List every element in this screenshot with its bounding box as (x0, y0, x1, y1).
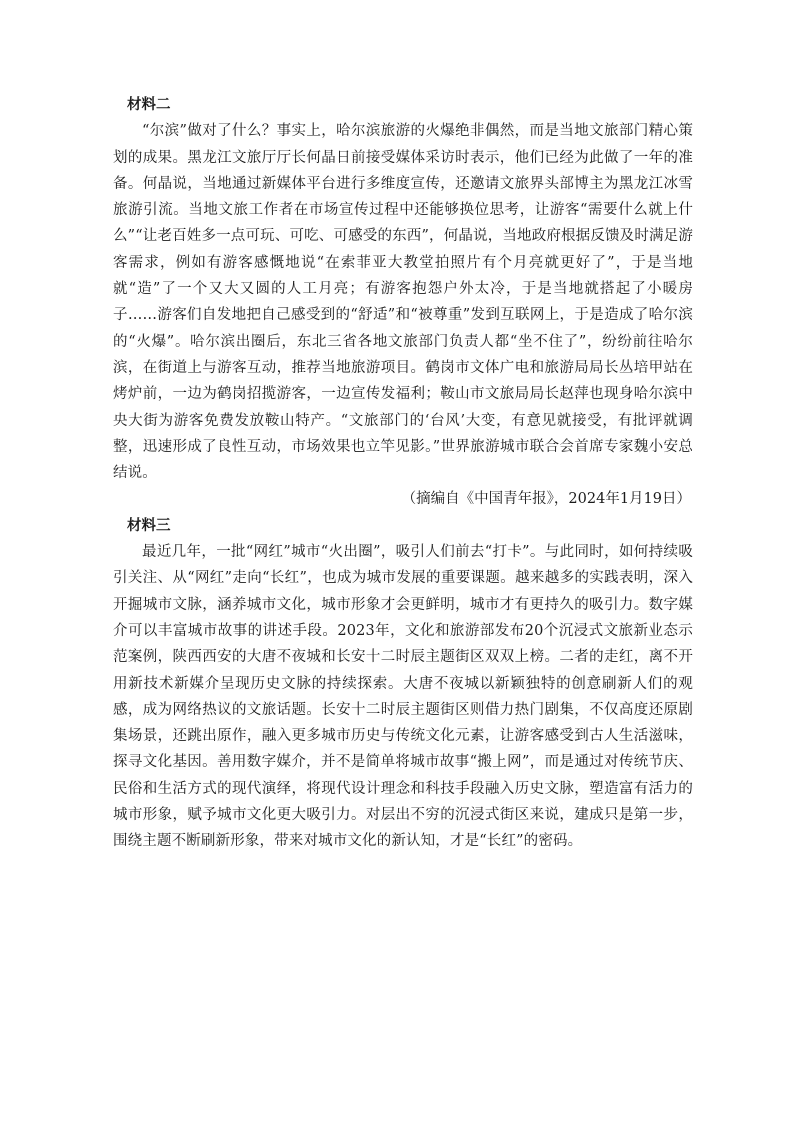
material-2-paragraph: “尔滨”做对了什么？事实上，哈尔滨旅游的火爆绝非偶然，而是当地文旅部门精心策划的成果。黑龙江文旅厅厅长何晶日前接受媒体采访时表示，他们已经为此做了一年的准备。何晶说，当地通过新媒体平台进行多维度宣传，还邀请文旅界头部博主为黑龙江冰雪旅游引流。当地文旅工作者在市场宣传过程中还能够换位思考，让游客“需要什么就上什么”“让老百姓多一点可玩、可吃、可感受的东西”，何晶说，当地政府根据反馈及时满足游客需求，例如有游客感慨地说“在索菲亚大教堂拍照片有个月亮就更好了”，于是当地就“造”了一个又大又圆的人工月亮；有游客抱怨户外太冷，于是当地就搭起了小暖房子……游客们自发地把自己感受到的“舒适”和“被尊重”发到互联网上，于是造成了哈尔滨的“火爆”。哈尔滨出圈后，东北三省各地文旅部门负责人都“坐不住了”，纷纷前往哈尔滨，在街道上与游客互动，推荐当地旅游项目。鹤岗市文体广电和旅游局局长丛培甲站在烤炉前，一边为鹤岗招揽游客，一边宣传发福利；鞍山市文旅局局长赵萍也现身哈尔滨中央大街为游客免费发放鞍山特产。“文旅部门的‘台风’大变，有意见就接受，有批评就调整，迅速形成了良性互动，市场效果也立竿见影。”世界旅游城市联合会首席专家魏小安总结说。 (113, 123, 693, 482)
material-3-heading: 材料三 (127, 517, 171, 534)
material-2-source-citation: （摘编自《中国青年报》，2024年1月19日） (401, 491, 691, 508)
document-body (113, 92, 693, 855)
material-2-heading: 材料二 (127, 97, 171, 113)
material-3-paragraph: 最近几年，一批“网红”城市“火出圈”，吸引人们前去“打卡”。与此同时，如何持续吸引关注、从“网红”走向“长红”，也成为城市发展的重要课题。越来越多的实践表明，深入开掘城市文脉，涵养城市文化，城市形象才会更鲜明，城市才有更持久的吸引力。数字媒介可以丰富城市故事的讲述手段。2023年，文化和旅游部发布20个沉浸式文旅新业态示范案例，陕西西安的大唐不夜城和长安十二时辰主题街区双双上榜。二者的走红，离不开用新技术新媒介呈现历史文脉的持续探索。大唐不夜城以新颖独特的创意刷新人们的观感，成为网络热议的文旅话题。长安十二时辰主题街区则借力热门剧集，不仅高度还原剧集场景，还跳出原作，融入更多城市历史与传统文化元素，让游客感受到古人生活滋味，探寻文化基因。善用数字媒介，并不是简单将城市故事“搬上网”，而是通过对传统节庆、民俗和生活方式的现代演绎，将现代设计理念和科技手段融入历史文脉，塑造富有活力的城市形象，赋予城市文化更大吸引力。对层出不穷的沉浸式街区来说，建成只是第一步，围绕主题不断刷新形象，带来对城市文化的新认知，才是“长红”的密码。 (113, 544, 693, 850)
